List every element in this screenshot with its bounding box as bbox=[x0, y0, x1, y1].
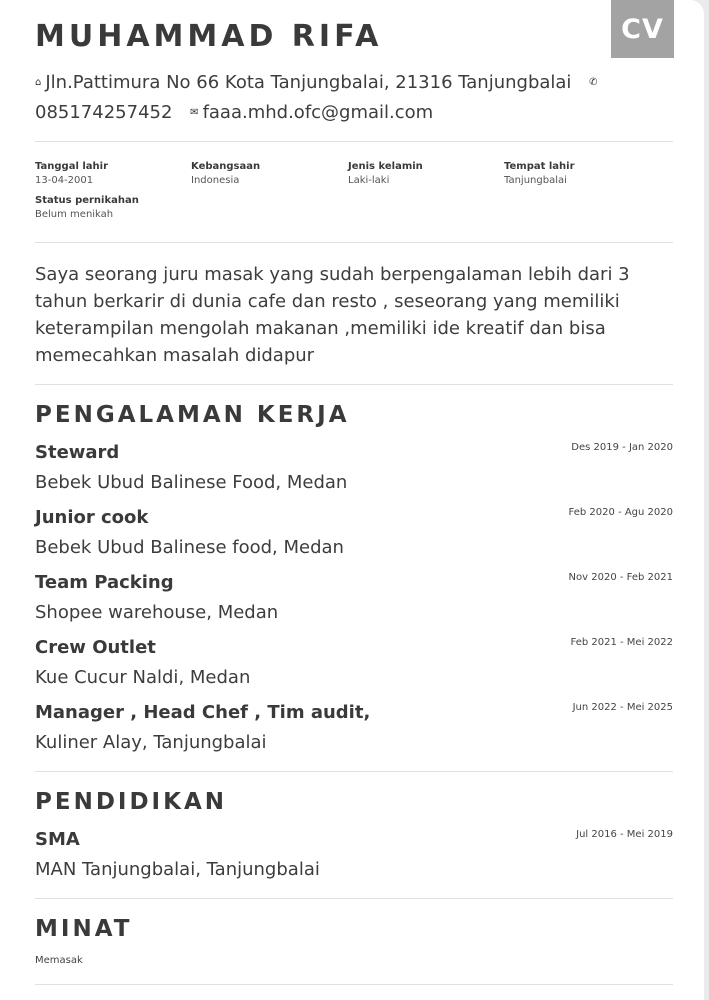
experience-item bbox=[35, 637, 673, 697]
profile-summary: Saya seorang juru masak yang sudah berpengalaman lebih dari 3 tahun berkarir di dunia cafe dan resto , seseorang yang memiliki keterampilan mengolah makanan ,memiliki ide kreatif dan bisa memecahkan masalah didapur bbox=[35, 264, 630, 366]
personal-label: Kebangsaan bbox=[191, 161, 261, 172]
personal-value: Tanjungbalai bbox=[504, 175, 567, 186]
job-company: Kue Cucur Naldi, Medan bbox=[35, 667, 251, 688]
divider bbox=[35, 384, 673, 385]
job-title: Manager , Head Chef , Tim audit, bbox=[35, 702, 371, 723]
personal-value: Indonesia bbox=[191, 175, 240, 186]
email-icon: ✉ bbox=[190, 107, 199, 118]
personal-label: Tempat lahir bbox=[504, 161, 575, 172]
job-company: Bebek Ubud Balinese food, Medan bbox=[35, 537, 344, 558]
email-address: faaa.mhd.ofc@gmail.com bbox=[202, 102, 434, 123]
job-title: Junior cook bbox=[35, 507, 149, 528]
experience-item bbox=[35, 702, 673, 762]
interest-item: Memasak bbox=[35, 955, 83, 966]
job-dates: Jun 2022 - Mei 2025 bbox=[572, 702, 673, 713]
job-dates: Des 2019 - Jan 2020 bbox=[571, 442, 673, 453]
job-dates: Feb 2020 - Agu 2020 bbox=[568, 507, 673, 518]
experience-item bbox=[35, 442, 673, 502]
divider bbox=[35, 771, 673, 772]
job-company: Kuliner Alay, Tanjungbalai bbox=[35, 732, 267, 753]
personal-value: Belum menikah bbox=[35, 209, 114, 220]
education-school: MAN Tanjungbalai, Tanjungbalai bbox=[35, 859, 320, 880]
personal-label: Status pernikahan bbox=[35, 195, 139, 206]
education-dates: Jul 2016 - Mei 2019 bbox=[576, 829, 673, 840]
interests-heading: MINAT bbox=[35, 916, 133, 942]
address: Jln.Pattimura No 66 Kota Tanjungbalai, 21316 Tanjungbalai bbox=[45, 72, 572, 93]
experience-heading: PENGALAMAN KERJA bbox=[35, 402, 350, 428]
job-company: Bebek Ubud Balinese Food, Medan bbox=[35, 472, 348, 493]
personal-birthdate bbox=[35, 160, 108, 188]
personal-label: Jenis kelamin bbox=[348, 161, 423, 172]
contact-info bbox=[35, 68, 655, 128]
home-icon: ⌂ bbox=[35, 77, 42, 88]
job-title: Steward bbox=[35, 442, 120, 463]
divider bbox=[35, 242, 673, 243]
job-title: Crew Outlet bbox=[35, 637, 156, 658]
job-company: Shopee warehouse, Medan bbox=[35, 602, 279, 623]
personal-value: Laki-laki bbox=[348, 175, 390, 186]
divider bbox=[35, 141, 673, 142]
personal-nationality bbox=[191, 160, 260, 188]
personal-marital-status bbox=[35, 194, 139, 222]
experience-item bbox=[35, 507, 673, 567]
phone-icon: ✆ bbox=[589, 77, 598, 88]
education-item bbox=[35, 829, 673, 889]
divider bbox=[35, 984, 673, 985]
divider bbox=[35, 898, 673, 899]
education-heading: PENDIDIKAN bbox=[35, 789, 227, 815]
personal-gender bbox=[348, 160, 423, 188]
candidate-name: MUHAMMAD RIFA bbox=[35, 19, 383, 54]
cv-badge: CV bbox=[611, 0, 674, 58]
phone-number: 085174257452 bbox=[35, 102, 173, 123]
personal-birthplace bbox=[504, 160, 575, 188]
personal-label: Tanggal lahir bbox=[35, 161, 109, 172]
experience-item bbox=[35, 572, 673, 632]
education-level: SMA bbox=[35, 829, 80, 850]
job-title: Team Packing bbox=[35, 572, 174, 593]
job-dates: Nov 2020 - Feb 2021 bbox=[568, 572, 673, 583]
job-dates: Feb 2021 - Mei 2022 bbox=[570, 637, 673, 648]
personal-value: 13-04-2001 bbox=[35, 175, 94, 186]
